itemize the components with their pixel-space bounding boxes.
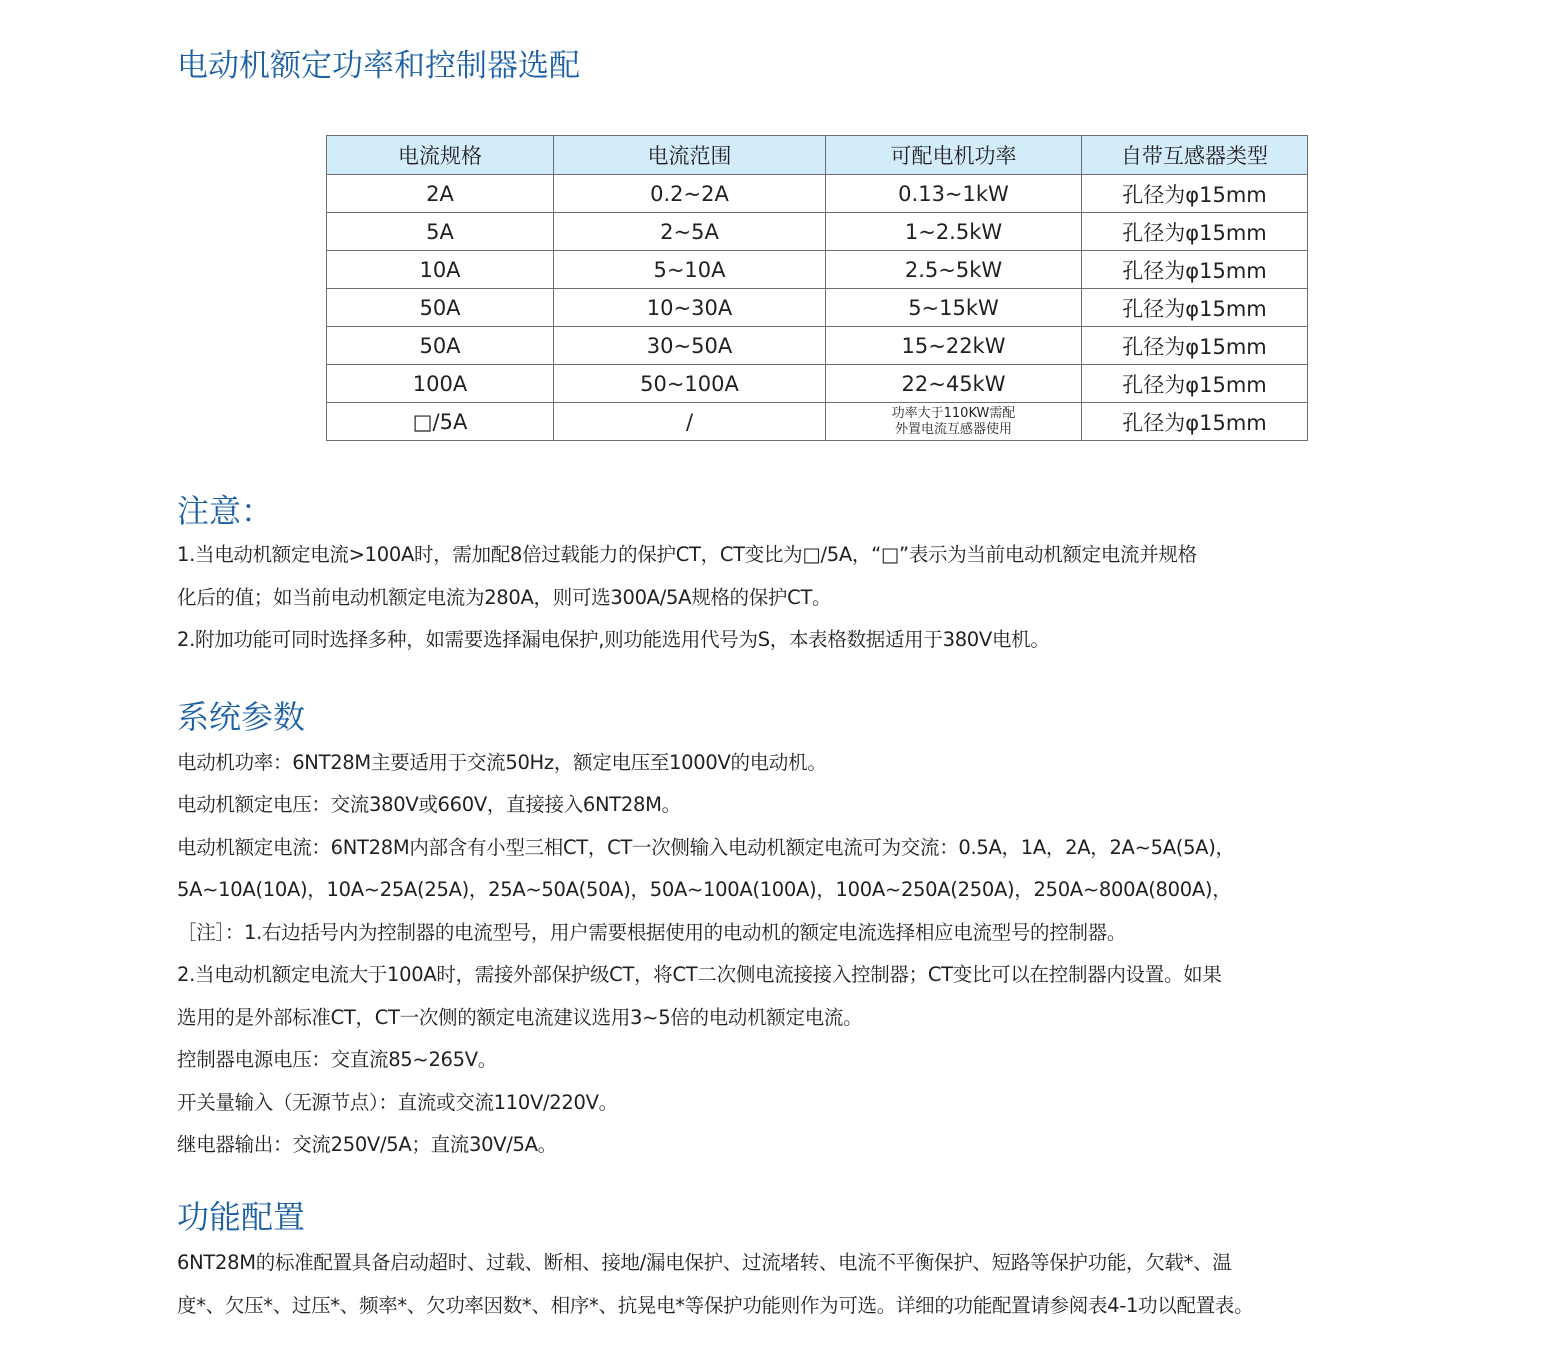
cell-ct-type: 孔径为φ15mm — [1082, 289, 1308, 327]
cell-ct-type: 孔径为φ15mm — [1082, 365, 1308, 403]
table-row — [327, 251, 1308, 289]
cell-current-range: 2~5A — [554, 213, 826, 251]
notes-line: 2.附加功能可同时选择多种，如需要选择漏电保护,则功能选用代号为S，本表格数据适用于380V电机。 — [177, 628, 1050, 651]
system-param-line: 2.当电动机额定电流大于100A时，需接外部保护级CT，将CT二次侧电流接接入控制器；CT变比可以在控制器内设置。如果 — [177, 963, 1222, 986]
function-config-line: 度*、欠压*、过压*、频率*、欠功率因数*、相序*、抗晃电*等保护功能则作为可选。详细的功能配置请参阅表4-1功以配置表。 — [177, 1294, 1254, 1317]
table-row — [327, 289, 1308, 327]
system-param-line: 电动机额定电流：6NT28M内部含有小型三相CT，CT一次侧输入电动机额定电流可为交流：0.5A，1A，2A，2A~5A(5A)， — [177, 836, 1235, 859]
cell-ct-type: 孔径为φ15mm — [1082, 403, 1308, 441]
power-note-line-1: 功率大于110KW需配 — [891, 405, 1016, 421]
table-row — [327, 213, 1308, 251]
cell-current-spec: 50A — [327, 289, 554, 327]
system-param-line: 控制器电源电压：交直流85~265V。 — [177, 1048, 498, 1071]
cell-motor-power: 2.5~5kW — [826, 251, 1082, 289]
header-ct-type: 自带互感器类型 — [1082, 136, 1308, 175]
cell-ct-type: 孔径为φ15mm — [1082, 213, 1308, 251]
system-param-line: 开关量输入（无源节点）：直流或交流110V/220V。 — [177, 1091, 618, 1114]
header-motor-power: 可配电机功率 — [826, 136, 1082, 175]
table-header-row — [327, 136, 1308, 175]
system-params-heading: 系统参数 — [177, 698, 306, 736]
system-param-line: 5A~10A(10A)，10A~25A(25A)，25A~50A(50A)，50A~100A(100A)，100A~250A(250A)，250A~800A(800A)， — [177, 878, 1232, 901]
cell-current-range: / — [554, 403, 826, 441]
power-note-line-2: 外置电流互感器使用 — [894, 421, 1012, 437]
cell-current-spec: □/5A — [327, 403, 554, 441]
table-row — [327, 327, 1308, 365]
system-param-line: ［注］：1.右边括号内为控制器的电流型号，用户需要根据使用的电动机的额定电流选择相应电流型号的控制器。 — [177, 921, 1127, 944]
cell-motor-power — [826, 403, 1082, 441]
cell-motor-power: 15~22kW — [826, 327, 1082, 365]
cell-current-range: 30~50A — [554, 327, 826, 365]
table-row — [327, 175, 1308, 213]
notes-line: 1.当电动机额定电流>100A时，需加配8倍过载能力的保护CT，CT变比为□/5A，“□”表示为当前电动机额定电流并规格 — [177, 543, 1197, 566]
cell-current-spec: 100A — [327, 365, 554, 403]
notes-line: 化后的值；如当前电动机额定电流为280A，则可选300A/5A规格的保护CT。 — [177, 586, 832, 609]
cell-current-spec: 5A — [327, 213, 554, 251]
cell-current-range: 50~100A — [554, 365, 826, 403]
cell-motor-power: 5~15kW — [826, 289, 1082, 327]
page-title: 电动机额定功率和控制器选配 — [177, 48, 580, 84]
header-current-spec: 电流规格 — [327, 136, 554, 175]
cell-motor-power: 0.13~1kW — [826, 175, 1082, 213]
cell-motor-power: 1~2.5kW — [826, 213, 1082, 251]
system-param-line: 选用的是外部标准CT，CT一次侧的额定电流建议选用3~5倍的电动机额定电流。 — [177, 1006, 863, 1029]
header-current-range: 电流范围 — [554, 136, 826, 175]
notes-heading: 注意： — [177, 492, 274, 530]
cell-ct-type: 孔径为φ15mm — [1082, 251, 1308, 289]
cell-current-spec: 10A — [327, 251, 554, 289]
table-row — [327, 403, 1308, 441]
controller-selection-table — [326, 135, 1308, 441]
system-param-line: 电动机额定电压：交流380V或660V，直接接入6NT28M。 — [177, 793, 681, 816]
cell-current-range: 5~10A — [554, 251, 826, 289]
cell-motor-power: 22~45kW — [826, 365, 1082, 403]
cell-ct-type: 孔径为φ15mm — [1082, 327, 1308, 365]
system-param-line: 继电器输出：交流250V/5A；直流30V/5A。 — [177, 1133, 557, 1156]
cell-current-range: 10~30A — [554, 289, 826, 327]
cell-current-range: 0.2~2A — [554, 175, 826, 213]
cell-current-spec: 50A — [327, 327, 554, 365]
table-row — [327, 365, 1308, 403]
function-config-line: 6NT28M的标准配置具备启动超时、过载、断相、接地/漏电保护、过流堵转、电流不平衡保护、短路等保护功能，欠载*、温 — [177, 1251, 1232, 1274]
function-config-heading: 功能配置 — [177, 1198, 306, 1236]
cell-ct-type: 孔径为φ15mm — [1082, 175, 1308, 213]
cell-current-spec: 2A — [327, 175, 554, 213]
system-param-line: 电动机功率：6NT28M主要适用于交流50Hz，额定电压至1000V的电动机。 — [177, 751, 827, 774]
